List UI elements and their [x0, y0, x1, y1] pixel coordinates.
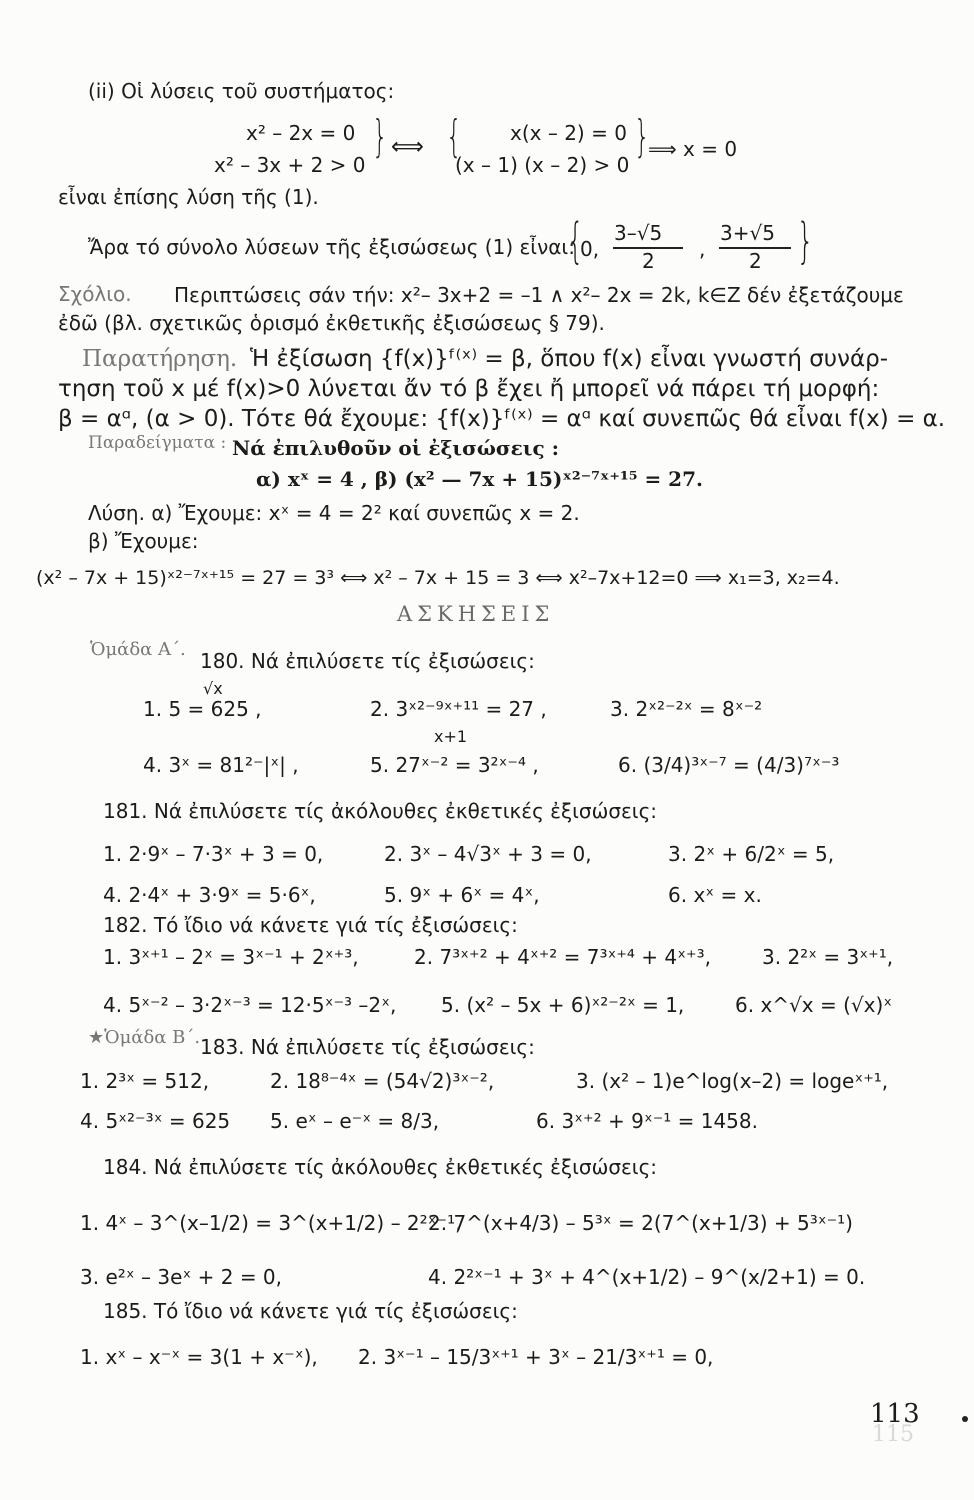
section-heading: ΑΣΚΗΣΕΙΣ — [397, 602, 555, 626]
exercise-item: 1. 5 = 625 , — [143, 697, 262, 721]
equation-line: x(x – 2) = 0 — [510, 121, 627, 145]
exercise-item: 4. 2²ˣ⁻¹ + 3ˣ + 4^(x+1/2) – 9^(x/2+1) = 0. — [428, 1265, 866, 1289]
remark-label: Σχόλιο. — [58, 282, 132, 306]
left-brace: { — [446, 111, 462, 162]
right-brace: } — [634, 111, 650, 162]
text-line: (ii) Οἱ λύσεις τοῦ συστήματος: — [88, 79, 395, 103]
text-line: Περιπτώσεις σάν τήν: x²– 3x+2 = –1 ∧ x²– 2x = 2k, k∈Z δέν ἐξετάζουμε — [174, 283, 904, 307]
bleed-through-number: 115 — [872, 1422, 914, 1447]
exercise-heading: 182. Τό ἴδιο νά κάνετε γιά τίς ἐξισώσεις: — [103, 913, 518, 937]
exercise-item: 5. 27ˣ⁻² = 3²ˣ⁻⁴ , — [370, 753, 539, 777]
group-label: Ὁμάδα Α΄. — [90, 639, 186, 660]
exercise-item: 2. 7³ˣ⁺² + 4ˣ⁺² = 7³ˣ⁺⁴ + 4ˣ⁺³, — [414, 945, 711, 969]
exercise-heading: 183. Νά ἐπιλύσετε τίς ἐξισώσεις: — [200, 1035, 535, 1059]
exercise-item: 6. 3ˣ⁺² + 9ˣ⁻¹ = 1458. — [536, 1109, 758, 1133]
text-line: ἐδῶ (βλ. σχετικῶς ὁρισμό ἐκθετικῆς ἐξισώσεως § 79). — [58, 311, 605, 335]
examples-label: Παραδείγματα : — [88, 433, 227, 453]
exercise-item: 5. (x² – 5x + 6)ˣ²⁻²ˣ = 1, — [441, 993, 685, 1017]
equation-line: (x² – 7x + 15)ˣ²⁻⁷ˣ⁺¹⁵ = 27 = 3³ ⟺ x² – 7x + 15 = 3 ⟺ x²–7x+12=0 ⟹ x₁=3, x₂=4. — [36, 567, 840, 589]
text-line: Λύση. α) Ἔχουμε: xˣ = 4 = 2² καί συνεπῶς x = 2. — [88, 501, 580, 525]
exercise-item: 6. x^√x = (√x)ˣ — [735, 993, 893, 1017]
exercise-heading: 184. Νά ἐπιλύσετε τίς ἀκόλουθες ἐκθετικές ἐξισώσεις: — [103, 1155, 658, 1179]
exercise-item: 3. (x² – 1)e^log(x–2) = logeˣ⁺¹, — [576, 1069, 889, 1093]
exercise-heading: 180. Νά ἐπιλύσετε τίς ἐξισώσεις: — [200, 649, 535, 673]
exercise-heading: 185. Τό ἴδιο νά κάνετε γιά τίς ἐξισώσεις: — [103, 1299, 518, 1323]
exercise-item: 2. 3ˣ⁻¹ – 15/3ˣ⁺¹ + 3ˣ – 21/3ˣ⁺¹ = 0, — [358, 1345, 714, 1369]
exercise-item: 5. 9ˣ + 6ˣ = 4ˣ, — [384, 883, 540, 907]
exercise-heading: 181. Νά ἐπιλύσετε τίς ἀκόλουθες ἐκθετικές ἐξισώσεις: — [103, 799, 658, 823]
exercise-item: 2. 3ˣ – 4√3ˣ + 3 = 0, — [384, 842, 592, 866]
fraction-denominator: 2 — [642, 249, 655, 273]
exercise-item: 1. 2·9ˣ – 7·3ˣ + 3 = 0, — [103, 842, 324, 866]
exercise-item: 4. 5ˣ⁻² – 3·2ˣ⁻³ = 12·5ˣ⁻³ –2ˣ, — [103, 993, 397, 1017]
equation-line: x² – 2x = 0 — [246, 121, 356, 145]
note-label: Παρατήρηση. — [82, 346, 238, 372]
exercise-item: 6. xˣ = x. — [668, 883, 762, 907]
equation-line: (x – 1) (x – 2) > 0 — [455, 153, 630, 177]
exercise-item: 5. eˣ – e⁻ˣ = 8/3, — [270, 1109, 440, 1133]
exercise-item: 1. xˣ – x⁻ˣ = 3(1 + x⁻ˣ), — [80, 1345, 318, 1369]
fraction-denominator: 2 — [749, 249, 762, 273]
left-brace: { — [566, 213, 584, 269]
exercise-item: 2. 3ˣ²⁻⁹ˣ⁺¹¹ = 27 , — [370, 697, 547, 721]
exercise-item: 1. 3ˣ⁺¹ – 2ˣ = 3ˣ⁻¹ + 2ˣ⁺³, — [103, 945, 359, 969]
right-brace: } — [796, 213, 814, 269]
exercise-item: 3. 2ˣ + 6/2ˣ = 5, — [668, 842, 835, 866]
page-number: 113 — [870, 1399, 920, 1429]
fraction-numerator: 3+√5 — [720, 221, 775, 245]
group-label: ★Ὁμάδα Β΄. — [88, 1027, 201, 1048]
exercise-item: 3. e²ˣ – 3eˣ + 2 = 0, — [80, 1265, 283, 1289]
equation-line: x² – 3x + 2 > 0 — [214, 153, 366, 177]
exercise-item: 4. 5ˣ²⁻³ˣ = 625 — [80, 1109, 231, 1133]
margin-dot — [962, 1416, 968, 1422]
text-line: Ἄρα τό σύνολο λύσεων τῆς ἐξισώσεως (1) εἶναι: — [88, 235, 575, 259]
text-line: τηση τοῦ x μέ f(x)>0 λύνεται ἄν τό β ἔχει ἤ μπορεῖ νά πάρει τή μορφή: — [58, 376, 880, 402]
text-line: εἶναι ἐπίσης λύση τῆς (1). — [58, 185, 319, 209]
exponent-label: x+1 — [434, 727, 468, 746]
exercise-item: 3. 2ˣ²⁻²ˣ = 8ˣ⁻² — [610, 697, 763, 721]
set-element: 0, — [580, 237, 600, 261]
exercise-item: 4. 2·4ˣ + 3·9ˣ = 5·6ˣ, — [103, 883, 316, 907]
text-line: β = αᵅ, (α > 0). Τότε θά ἔχουμε: {f(x)}ᶠ⁽ˣ⁾ = αᵅ καί συνεπῶς θά εἶναι f(x) = α. — [58, 406, 946, 432]
equation-line: α) xˣ = 4 , β) (x² — 7x + 15)ˣ²⁻⁷ˣ⁺¹⁵ = 27. — [256, 467, 703, 491]
implication-result: ⟹ x = 0 — [648, 137, 738, 161]
exercise-item: 2. 18⁸⁻⁴ˣ = (54√2)³ˣ⁻², — [270, 1069, 495, 1093]
text-line: Ἡ ἐξίσωση {f(x)}ᶠ⁽ˣ⁾ = β, ὅπου f(x) εἶναι γνωστή συνάρ- — [250, 346, 889, 372]
exercise-item: 6. (3/4)³ˣ⁻⁷ = (4/3)⁷ˣ⁻³ — [618, 753, 840, 777]
text-line: β) Ἔχουμε: — [88, 529, 199, 553]
exercise-item: 1. 2³ˣ = 512, — [80, 1069, 210, 1093]
fraction-numerator: 3–√5 — [614, 221, 663, 245]
exponent-label: √x — [203, 679, 223, 698]
right-brace: } — [372, 111, 388, 162]
exercise-item: 3. 2²ˣ = 3ˣ⁺¹, — [762, 945, 894, 969]
exercise-item: 2. 7^(x+4/3) – 5³ˣ = 2(7^(x+1/3) + 5³ˣ⁻¹) — [428, 1211, 853, 1235]
text-line: Νά ἐπιλυθοῦν οἱ ἐξισώσεις : — [232, 436, 559, 460]
exercise-item: 4. 3ˣ = 81²⁻|ˣ| , — [143, 753, 299, 777]
separator: , — [699, 237, 706, 261]
exercise-item: 1. 4ˣ – 3^(x–1/2) = 3^(x+1/2) – 2²ˣ⁻¹, — [80, 1211, 462, 1235]
equivalence-arrow: ⟺ — [391, 134, 424, 160]
